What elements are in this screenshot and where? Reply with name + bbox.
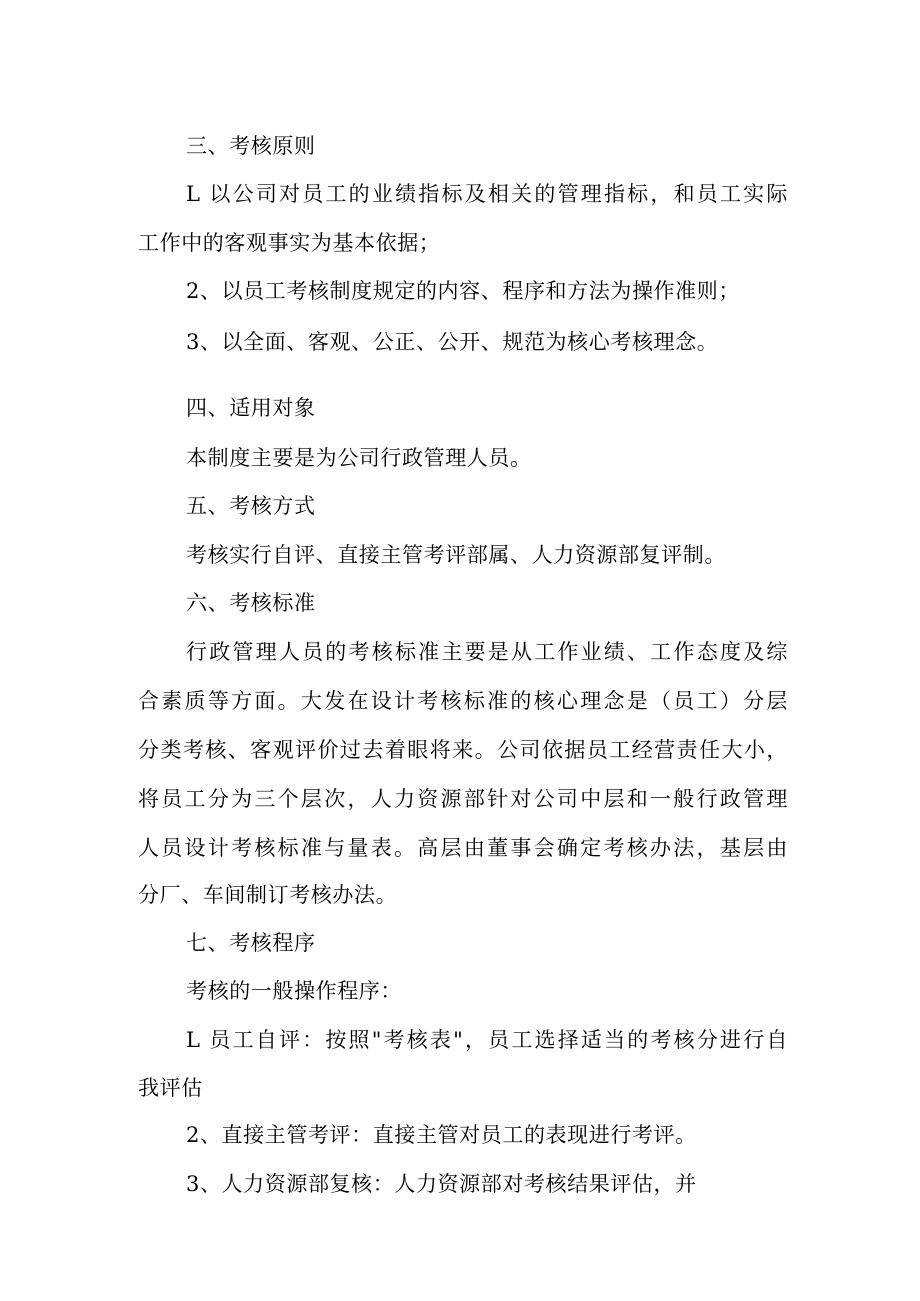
section-7-heading: 七、考核程序 (186, 931, 316, 955)
section-6-heading: 六、考核标准 (186, 591, 316, 615)
section-7-step-3: 3、人力资源部复核：人力资源部对考核结果评估，并 (186, 1172, 697, 1196)
section-6-paragraph-line: 行政管理人员的考核标准主要是从工作业绩、工作态度及综 (186, 640, 788, 664)
section-4-heading: 四、适用对象 (186, 396, 316, 420)
section-6-paragraph-line: 将员工分为三个层次，人力资源部针对公司中层和一般行政管理 (138, 787, 788, 811)
section-7-step-1-line-2: 我评估 (138, 1076, 203, 1100)
section-3-item-1-line-2: 工作中的客观事实为基本依据； (138, 231, 441, 255)
section-7-step-1-line-1: L 员工自评：按照"考核表"，员工选择适当的考核分进行自 (186, 1028, 788, 1052)
section-5-body: 考核实行自评、直接主管考评部属、人力资源部复评制。 (186, 543, 726, 567)
section-6-paragraph-line: 人员设计考核标准与量表。高层由董事会确定考核办法，基层由 (138, 836, 788, 860)
section-7-intro: 考核的一般操作程序： (186, 979, 402, 1003)
section-6-paragraph-line: 分厂、车间制订考核办法。 (138, 883, 398, 907)
section-7-step-2: 2、直接主管考评：直接主管对员工的表现进行考评。 (186, 1123, 697, 1147)
section-4-body: 本制度主要是为公司行政管理人员。 (186, 446, 532, 470)
section-6-paragraph-line: 合素质等方面。大发在设计考核标准的核心理念是（员工）分层 (138, 689, 788, 713)
section-3-item-3: 3、以全面、客观、公正、公开、规范为核心考核理念。 (186, 330, 719, 354)
section-3-item-2: 2、以员工考核制度规定的内容、程序和方法为操作准则； (186, 279, 740, 303)
section-5-heading: 五、考核方式 (186, 494, 316, 518)
section-6-paragraph-line: 分类考核、客观评价过去着眼将来。公司依据员工经营责任大小， (138, 738, 788, 762)
section-3-item-1-line-1: L 以公司对员工的业绩指标及相关的管理指标，和员工实际 (186, 182, 788, 206)
section-3-heading: 三、考核原则 (186, 134, 316, 158)
